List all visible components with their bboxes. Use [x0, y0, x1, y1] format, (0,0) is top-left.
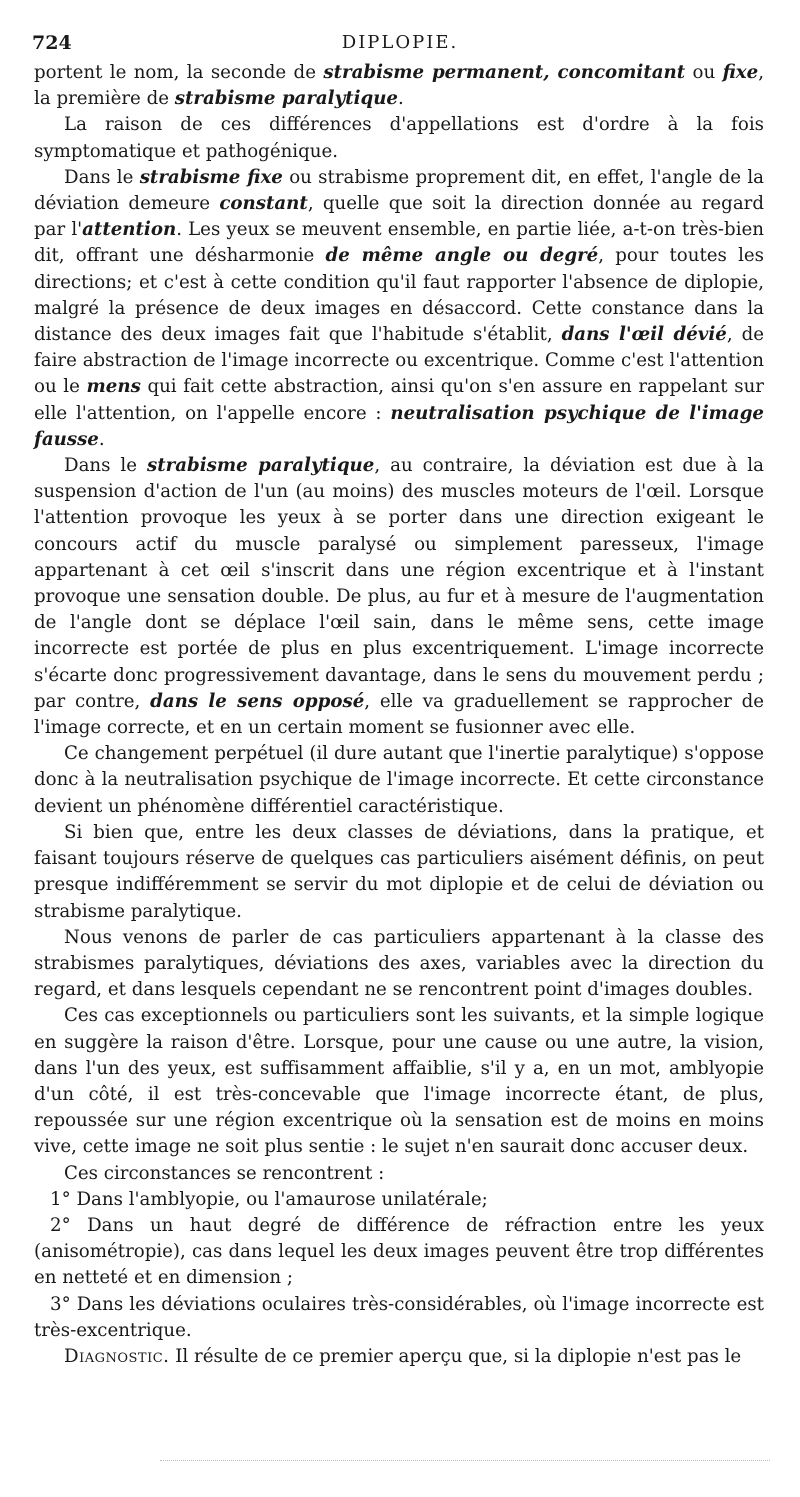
paragraph-circonstances — [34, 1161, 764, 1187]
term-constant: constant — [219, 193, 308, 215]
text-run: . — [98, 428, 105, 450]
text-run: ou — [685, 62, 723, 83]
text-run: Ces circonstances se rencontrent : — [64, 1162, 385, 1184]
paragraph-raison — [34, 112, 764, 164]
running-head — [32, 32, 768, 56]
text-run: Si bien que, entre les deux classes de déviations, dans la pratique, et faisant toujours réserve de quelques cas particuliers aisément définis, on peut presque indifféremment se servir du mot diplopie et de celui de déviation ou strabisme paralytique. — [34, 821, 764, 922]
paragraph-nous-venons — [34, 925, 764, 1004]
term-neutralisation: neutralisation psychique de l'image fausse — [34, 402, 764, 450]
body-text — [34, 60, 764, 1370]
text-run: Ce changement perpétuel (il dure autant que l'inertie paralytique) s'oppose donc à la neutralisation psychique de l'image incorrecte. Et cette circonstance devient un phénomène différentiel caractéristique. — [34, 743, 764, 817]
paragraph-cas-exceptionnels — [34, 1003, 764, 1160]
heading-diagnostic: Diagnostic. — [64, 1345, 170, 1367]
paragraph-strabisme-paralytique — [34, 453, 764, 741]
text-run: , quelle que soit la direction donnée au regard par l' — [34, 193, 764, 241]
page-number: 724 — [32, 32, 72, 54]
term-fixe: fixe — [722, 62, 759, 83]
footer-rule — [160, 1456, 770, 1461]
text-run: Nous venons de parler de cas particuliers appartenant à la classe des strabismes paralytiques, déviations des axes, variables avec la direction du regard, et dans lesquels cependant ne se rencontrent point d'images doubles. — [34, 926, 764, 1001]
list-item-1 — [34, 1187, 764, 1213]
term-meme-angle: de même angle ou degré — [325, 245, 599, 267]
term-attention: attention — [82, 219, 177, 241]
text-run: , au contraire, la déviation est due à la suspension d'action de l'un (au moins) des muscles moteurs de l'œil. Lorsque l'attention provoque les yeux à se porter dans une direction exigeant le concours actif du muscle paralysé ou simplement paresseux, l'image appartenant à cet œil s'inscrit dans une région excentrique et à l'instant provoque une sensation double. De plus, au fur et à mesure de l'augmentation de l'angle dont se déplace l'œil sain, dans le même sens, cette image incorrecte est portée de plus en plus excentriquement. L'image incorrecte s'écarte donc progressivement davantage, dans le sens du mouvement perdu ; par contre, — [34, 455, 764, 712]
text-run: . Les yeux se meuvent ensemble, en partie liée, a-t-on très-bien dit, offrant une désharmonie — [34, 219, 764, 267]
term-strabisme-paralytique: strabisme paralytique — [146, 455, 375, 477]
text-run: 2° Dans un haut degré de différence de réfraction entre les yeux (anisométropie), cas dans lequel les deux images peuvent être trop différentes en netteté et en dimension ; — [34, 1214, 764, 1289]
text-run: Il résulte de ce premier aperçu que, si la diplopie n'est pas le — [169, 1345, 742, 1367]
running-title: DIPLOPIE. — [341, 32, 459, 53]
text-run: , pour toutes les directions; et c'est à cette condition qu'il faut rapporter l'absence de diplopie, malgré la présence de deux images en désaccord. Cette constance dans la distance des deux images fait que l'habitude s'établit, — [34, 245, 764, 346]
text-run: Dans le — [64, 166, 140, 188]
text-run: , de faire abstraction de l'image incorrecte ou excentrique. Comme c'est l'attention ou le — [34, 324, 764, 398]
text-run: Ces cas exceptionnels ou particuliers sont les suivants, et la simple logique en suggère la raison d'être. Lorsque, pour une cause ou une autre, la vision, dans l'un des yeux, est suffisamment affaiblie, s'il y a, en un mot, amblyopie d'un côté, il est très-concevable que l'image incorrecte étant, de plus, repoussée sur une région excentrique où la sensation est de moins en moins vive, cette image ne soit plus sentie : le sujet n'en saurait donc accuser deux. — [34, 1005, 764, 1158]
term-sens-oppose: dans le sens opposé — [150, 690, 365, 712]
term-oeil-devie: dans l'œil dévié — [561, 324, 727, 346]
term-strabisme-fixe: strabisme fixe — [139, 166, 283, 188]
text-run: ou strabisme proprement dit, en effet, l'angle de la déviation demeure — [34, 166, 764, 215]
paragraph-strabisme-fixe — [34, 165, 764, 453]
term-mens: mens — [86, 376, 141, 398]
paragraph-continuation — [34, 60, 764, 112]
term-strabisme-permanent: strabisme permanent, concomitant — [323, 62, 686, 83]
text-run: , la première de — [34, 62, 764, 110]
paragraph-changement — [34, 741, 764, 820]
text-run: portent le nom, la seconde de — [34, 62, 324, 83]
text-run: Dans le — [64, 455, 147, 477]
text-run: 1° Dans l'amblyopie, ou l'amaurose unilatérale; — [50, 1188, 488, 1210]
list-item-3 — [34, 1292, 764, 1344]
paragraph-diagnostic — [34, 1344, 764, 1370]
text-run: , elle va graduellement se rapprocher de l'image correcte, et en un certain moment se fusionner avec elle. — [34, 690, 764, 739]
list-item-2 — [34, 1213, 764, 1292]
paragraph-si-bien-que — [34, 820, 764, 925]
text-run: . — [398, 88, 404, 110]
text-run: La raison de ces différences d'appellations est d'ordre à la fois symptomatique et pathogénique. — [34, 114, 764, 162]
text-run: qui fait cette abstraction, ainsi qu'on s'en assure en rappelant sur elle l'attention, on l'appelle encore : — [34, 376, 764, 424]
term-strabisme-paralytique: strabisme paralytique — [174, 88, 398, 110]
text-run: 3° Dans les déviations oculaires très-considérables, où l'image incorrecte est très-excentrique. — [34, 1293, 764, 1341]
